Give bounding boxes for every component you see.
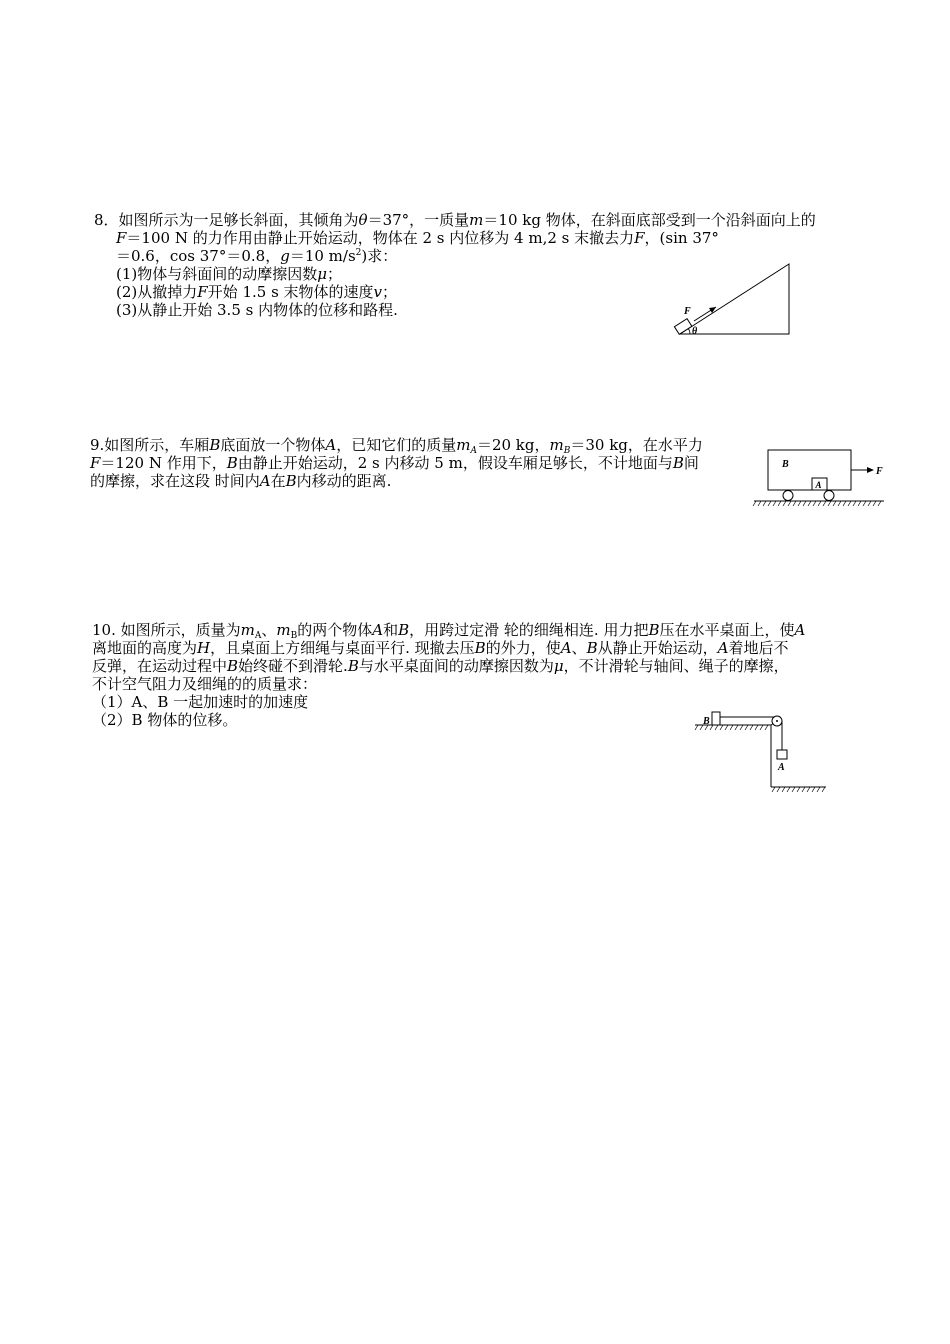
problem-8-line-3: ＝0.6，cos 37°＝0.8，g＝10 $m/s^2$)求： xyxy=(116,247,398,265)
pulley-figure xyxy=(690,705,832,797)
incline-triangle xyxy=(680,264,789,334)
cart-box xyxy=(768,450,851,490)
block-a-label: A xyxy=(815,480,822,490)
problem-9-line-1: 9.如图所示，车厢B底面放一个物体A，已知它们的质量$m_A=20$ kg，$m_B=30$ kg，在水平力 xyxy=(90,436,703,456)
problem-8-question-2: (2)从撤掉力F开始 1.5 s 末物体的速度v； xyxy=(116,283,398,301)
problem-10-line-3: 反弹，在运动过程中B始终碰不到滑轮.B与水平桌面间的动摩擦因数为μ，不计滑轮与轴间、绳子的摩擦， xyxy=(92,657,789,675)
pulley-axle xyxy=(776,720,778,722)
problem-8-line-2: F＝100 N 的力作用由静止开始运动，物体在 2 s 内位移为 4 m,2 s 末撤去力F，(sin 37° xyxy=(116,229,719,247)
force-label: F xyxy=(684,306,691,317)
block-a xyxy=(777,750,787,759)
force-arrowhead xyxy=(867,467,874,473)
block-on-incline xyxy=(674,319,691,335)
cart-label: B xyxy=(782,459,789,470)
angle-arc xyxy=(688,329,690,334)
problem-10-question-2: （2）B 物体的位移。 xyxy=(92,711,238,729)
problem-9-line-2: F＝120 N 作用下，B由静止开始运动，2 s 内移动 5 m，假设车厢足够长，不计地面与B间 xyxy=(90,454,699,472)
problem-10-line-4: 不计空气阻力及细绳的的质量求： xyxy=(92,675,318,693)
problem-9 xyxy=(90,436,703,490)
block-b xyxy=(712,712,720,725)
cart-figure xyxy=(750,444,890,516)
incline-figure xyxy=(668,258,798,340)
block-a-label: A xyxy=(778,762,785,773)
problem-9-line-3: 的摩擦，求在这段 时间内A在B内移动的距离. xyxy=(90,472,392,490)
problem-10-line-1: 10. 如图所示，质量为$m_A$、$m_B$的两个物体A和B，用跨过定滑 轮的细绳相连. 用力把B压在水平桌面上，使A xyxy=(92,621,806,641)
wheel-right xyxy=(824,491,834,501)
force-label: F xyxy=(876,466,883,477)
problem-10-question-1: （1）A、B 一起加速时的加速度 xyxy=(92,693,309,711)
angle-label: θ xyxy=(692,326,698,337)
wheel-left xyxy=(783,491,793,501)
problem-8-question-1: (1)物体与斜面间的动摩擦因数μ； xyxy=(116,265,343,283)
floor-hatch xyxy=(772,787,825,792)
problem-8-question-3: (3)从静止开始 3.5 s 内物体的位移和路程. xyxy=(116,301,398,319)
block-b-label: B xyxy=(703,716,710,727)
ground-hatch xyxy=(753,501,881,506)
problem-10-line-2: 离地面的高度为H，且桌面上方细绳与桌面平行. 现撤去压B的外力，使A、B从静止开始运动，A着地后不 xyxy=(92,639,789,657)
problem-8-line-1: 8．如图所示为一足够长斜面，其倾角为θ＝37°，一质量m＝10 kg 物体，在斜面底部受到一个沿斜面向上的 xyxy=(94,211,816,229)
